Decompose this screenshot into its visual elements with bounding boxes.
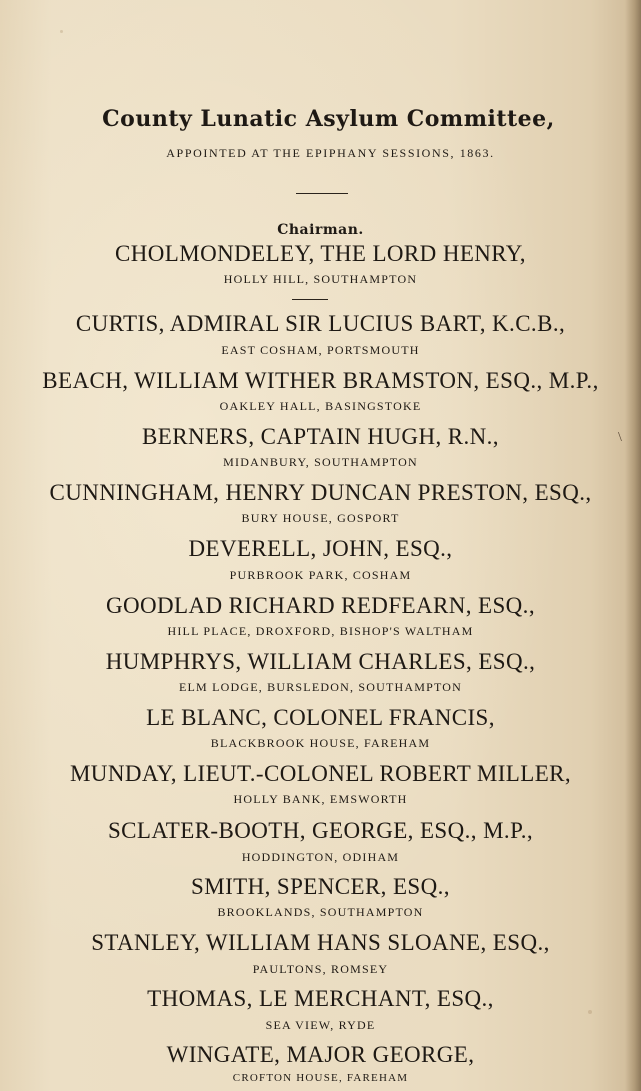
member-address: BURY HOUSE, GOSPORT xyxy=(241,511,400,525)
member-address: BROOKLANDS, SOUTHAMPTON xyxy=(217,905,424,919)
member-address: OAKLEY HALL, BASINGSTOKE xyxy=(219,399,422,413)
member-name: LE BLANC, COLONEL FRANCIS, xyxy=(146,705,495,730)
chairman-address: HOLLY HILL, SOUTHAMPTON xyxy=(223,272,418,286)
member-address: BLACKBROOK HOUSE, FAREHAM xyxy=(210,736,431,750)
member-address: MIDANBURY, SOUTHAMPTON xyxy=(223,455,418,469)
member-address: PURBROOK PARK, COSHAM xyxy=(229,568,412,582)
paper-spot xyxy=(60,30,63,33)
member-name: THOMAS, LE MERCHANT, ESQ., xyxy=(147,986,494,1011)
member-address: HODDINGTON, ODIHAM xyxy=(241,850,400,864)
chairman-heading: Chairman. xyxy=(277,222,364,238)
member-address: HILL PLACE, DROXFORD, BISHOP'S WALTHAM xyxy=(167,624,474,638)
member-name: MUNDAY, LIEUT.-COLONEL ROBERT MILLER, xyxy=(69,761,572,786)
member-address: CROFTON HOUSE, FAREHAM xyxy=(232,1072,409,1084)
member-address: HOLLY BANK, EMSWORTH xyxy=(233,792,408,806)
section-divider xyxy=(296,193,348,194)
member-address: ELM LODGE, BURSLEDON, SOUTHAMPTON xyxy=(178,680,463,694)
margin-pencil-mark: \ xyxy=(618,430,622,445)
document-subtitle: APPOINTED AT THE EPIPHANY SESSIONS, 1863. xyxy=(166,146,495,160)
member-name: STANLEY, WILLIAM HANS SLOANE, ESQ., xyxy=(91,930,550,955)
member-address: PAULTONS, ROMSEY xyxy=(252,962,389,976)
member-name: HUMPHRYS, WILLIAM CHARLES, ESQ., xyxy=(105,649,536,674)
chairman-divider xyxy=(292,299,328,300)
member-address: EAST COSHAM, PORTSMOUTH xyxy=(221,343,420,357)
member-name: GOODLAD RICHARD REDFEARN, ESQ., xyxy=(106,593,535,618)
member-name: SCLATER-BOOTH, GEORGE, ESQ., M.P., xyxy=(107,818,534,843)
member-name: CUNNINGHAM, HENRY DUNCAN PRESTON, ESQ., xyxy=(49,480,592,505)
member-name: DEVERELL, JOHN, ESQ., xyxy=(188,536,453,561)
chairman-name: CHOLMONDELEY, THE LORD HENRY, xyxy=(115,241,526,266)
member-name: BERNERS, CAPTAIN HUGH, R.N., xyxy=(142,424,499,449)
document-title: County Lunatic Asylum Committee, xyxy=(102,106,555,132)
member-name: BEACH, WILLIAM WITHER BRAMSTON, ESQ., M.P., xyxy=(42,368,599,393)
member-name: WINGATE, MAJOR GEORGE, xyxy=(166,1042,475,1067)
member-address: SEA VIEW, RYDE xyxy=(265,1018,376,1032)
member-name: CURTIS, ADMIRAL SIR LUCIUS BART, K.C.B., xyxy=(75,311,566,336)
member-name: SMITH, SPENCER, ESQ., xyxy=(191,874,450,899)
